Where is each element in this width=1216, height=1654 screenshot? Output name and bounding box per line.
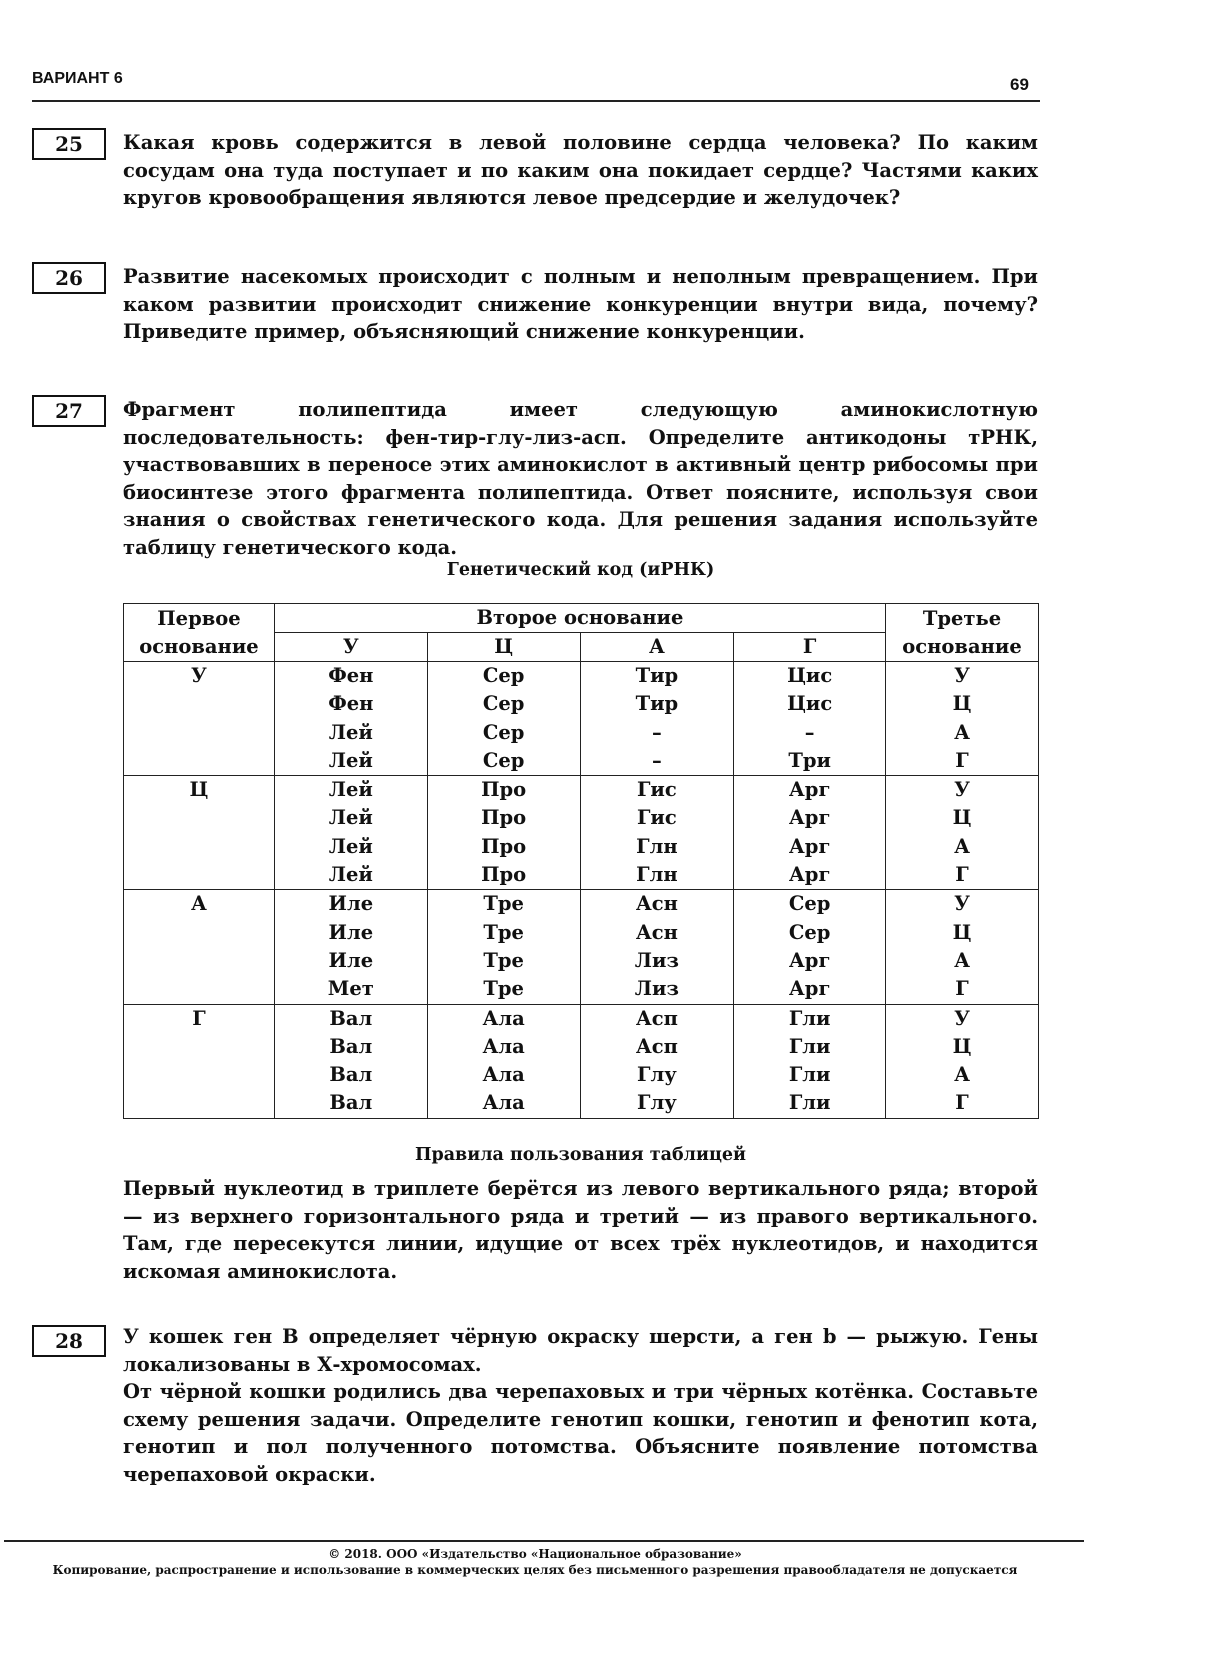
rules-paragraph: Первый нуклеотид в триплете берётся из левого вертикального ряда; второй — из верхнего горизонтального ряда и третий — из правого вертикального. Там, где пересекутся линии, идущие от всех трёх нуклеотидов, и находится искомая аминокислота.: [123, 1177, 1038, 1283]
amino-acid: Гли: [788, 1063, 831, 1087]
amino-acid: Гис: [636, 778, 677, 802]
amino-acid: Сер: [788, 892, 831, 916]
amino-acid: Гли: [788, 1091, 831, 1115]
amino-acid: Иле: [328, 948, 374, 972]
question-number-28: 28: [32, 1325, 106, 1357]
amino-acid: Арг: [788, 834, 831, 858]
amino-acid: Про: [481, 834, 527, 858]
amino-acid: Цис: [787, 664, 833, 687]
second-base-0: У: [274, 633, 427, 662]
third-base-cell: [886, 1004, 1039, 1118]
second-base-header: Второе основание: [274, 604, 885, 633]
amino-acid-cell: [580, 662, 734, 776]
amino-acid: Лей: [328, 778, 373, 802]
amino-acid-cell: [427, 662, 580, 776]
amino-acid: Тре: [483, 977, 524, 1001]
codon-group-row: [124, 1004, 1039, 1118]
amino-acid: Тре: [483, 920, 524, 944]
amino-acid: Ала: [482, 1034, 525, 1058]
second-base-1: Ц: [427, 633, 580, 662]
table-title: Генетический код (иРНК): [446, 560, 715, 580]
third-base: Ц: [952, 692, 972, 716]
first-base-cell: Г: [124, 1004, 275, 1118]
question-26-text: [123, 263, 1038, 346]
amino-acid: Иле: [328, 892, 374, 916]
amino-acid: Арг: [788, 977, 831, 1001]
footer-copyright: © 2018. ООО «Издательство «Национальное образование»: [328, 1547, 742, 1561]
codon-group-row: [124, 662, 1039, 776]
question-text-line: Какая кровь содержится в левой половине сердца человека? По каким сосудам она туда поступает и по каким она покидает сердце? Частями каких кругов кровообращения являются левое предсердие и желудочек?: [123, 131, 1038, 209]
page-number: 69: [1010, 75, 1029, 94]
amino-acid: Три: [788, 748, 831, 772]
amino-acid: Вал: [329, 1034, 373, 1058]
amino-acid-cell: [427, 776, 580, 890]
amino-acid: –: [804, 720, 815, 744]
third-base-cell: [886, 662, 1039, 776]
third-base: Г: [955, 863, 969, 887]
amino-acid: Гли: [788, 1034, 831, 1058]
question-text-line: У кошек ген В определяет чёрную окраску шерсти, а ген b — рыжую. Гены локализованы в Х-хромосомах.: [123, 1325, 1038, 1376]
amino-acid: Лей: [328, 748, 373, 772]
question-text-line: Развитие насекомых происходит с полным и неполным превращением. При каком развитии происходит снижение конкуренции внутри вида, почему? Приведите пример, объясняющий снижение конкуренции.: [123, 265, 1038, 343]
third-base: Г: [955, 748, 969, 772]
amino-acid: Лиз: [634, 948, 679, 972]
third-base-cell: [886, 890, 1039, 1004]
amino-acid: Гис: [636, 806, 677, 830]
amino-acid-cell: [274, 776, 427, 890]
amino-acid-cell: [734, 776, 886, 890]
question-text-line: Фрагмент полипептида имеет следующую аминокислотную последовательность: фен-тир-глу-лиз-асп. Определите антикодоны тРНК, участвовавших в переносе этих аминокислот в активный центр рибосомы при биосинтезе этого фрагмента полипептида. Ответ поясните, используя свои знания о свойствах генетического кода. Для решения задания используйте таблицу генетического кода.: [123, 398, 1038, 559]
footer-notice: Копирование, распространение и использование в коммерческих целях без письменного разрешения правообладателя не допускается: [52, 1563, 1018, 1577]
amino-acid: Лей: [328, 806, 373, 830]
amino-acid: Гли: [788, 1006, 831, 1030]
genetic-code-table: [123, 603, 1039, 1119]
amino-acid: Фен: [328, 664, 374, 687]
amino-acid: Арг: [788, 948, 831, 972]
third-base: У: [954, 664, 970, 687]
third-base: Ц: [952, 806, 972, 830]
amino-acid: Ала: [482, 1063, 525, 1087]
question-number-25: 25: [32, 128, 106, 160]
amino-acid: Глн: [636, 834, 678, 858]
amino-acid: Асп: [635, 1006, 678, 1030]
variant-title: ВАРИАНТ 6: [32, 70, 123, 87]
third-base: А: [954, 948, 970, 972]
amino-acid-cell: [580, 890, 734, 1004]
amino-acid: Иле: [328, 920, 374, 944]
amino-acid: Арг: [788, 863, 831, 887]
amino-acid-cell: [274, 662, 427, 776]
second-base-3: Г: [734, 633, 886, 662]
amino-acid: Тре: [483, 948, 524, 972]
amino-acid-cell: [734, 890, 886, 1004]
amino-acid: Фен: [328, 692, 374, 716]
amino-acid: –: [652, 720, 662, 744]
amino-acid: Про: [481, 863, 527, 887]
third-base: Ц: [952, 1034, 972, 1058]
third-base: Г: [955, 1091, 969, 1115]
amino-acid: Сер: [482, 748, 525, 772]
amino-acid-cell: [274, 1004, 427, 1118]
amino-acid-cell: [734, 1004, 886, 1118]
first-base-cell: Ц: [124, 776, 275, 890]
question-text-line: От чёрной кошки родились два черепаховых и три чёрных котёнка. Составьте схему решения задачи. Определите генотип кошки, генотип и фенотип кота, генотип и пол полученного потомства. Объясните появление потомства черепаховой окраски.: [123, 1380, 1038, 1486]
amino-acid: Ала: [482, 1091, 525, 1115]
amino-acid: Мет: [327, 977, 374, 1001]
amino-acid: Тир: [635, 664, 679, 687]
amino-acid-cell: [427, 890, 580, 1004]
codon-group-row: [124, 890, 1039, 1004]
amino-acid: Сер: [482, 692, 525, 716]
amino-acid: Глу: [637, 1091, 677, 1115]
second-base-2: А: [580, 633, 734, 662]
amino-acid: Лей: [328, 720, 373, 744]
amino-acid: Ала: [482, 1006, 525, 1030]
question-28-text: [123, 1323, 1038, 1488]
amino-acid-cell: [427, 1004, 580, 1118]
amino-acid: Тир: [635, 692, 679, 716]
first-base-cell: А: [124, 890, 275, 1004]
question-number-26: 26: [32, 262, 106, 294]
third-base: У: [954, 1006, 970, 1030]
amino-acid: Вал: [329, 1006, 373, 1030]
amino-acid-cell: [734, 662, 886, 776]
amino-acid: Асн: [635, 892, 678, 916]
third-base: У: [954, 778, 970, 802]
amino-acid: Сер: [482, 720, 525, 744]
amino-acid: Про: [481, 806, 527, 830]
amino-acid: Арг: [788, 778, 831, 802]
rules-title: Правила пользования таблицей: [414, 1145, 747, 1165]
amino-acid: Лей: [328, 863, 373, 887]
question-25-text: [123, 129, 1038, 212]
amino-acid: Глу: [637, 1063, 677, 1087]
question-number-27: 27: [32, 395, 106, 427]
amino-acid: Асп: [635, 1034, 678, 1058]
amino-acid: Асн: [635, 920, 678, 944]
amino-acid: Цис: [787, 692, 833, 716]
third-base: А: [954, 720, 970, 744]
third-base-header: Третье основание: [886, 604, 1039, 662]
amino-acid: Вал: [329, 1063, 373, 1087]
third-base: А: [954, 834, 970, 858]
amino-acid: Арг: [788, 806, 831, 830]
third-base: А: [954, 1063, 970, 1087]
first-base-header: Первое основание: [124, 604, 275, 662]
amino-acid: Про: [481, 778, 527, 802]
rules-text: [123, 1175, 1038, 1285]
amino-acid-cell: [580, 1004, 734, 1118]
amino-acid-cell: [274, 890, 427, 1004]
third-base: У: [954, 892, 970, 916]
amino-acid: –: [652, 748, 662, 772]
footer-divider: [4, 1540, 1084, 1542]
amino-acid: Сер: [482, 664, 525, 687]
amino-acid: Вал: [329, 1091, 373, 1115]
third-base-cell: [886, 776, 1039, 890]
amino-acid: Глн: [636, 863, 678, 887]
question-27-text: [123, 396, 1038, 561]
first-base-cell: У: [124, 662, 275, 776]
header-divider: [32, 100, 1040, 102]
codon-group-row: [124, 776, 1039, 890]
amino-acid: Тре: [483, 892, 524, 916]
third-base: Ц: [952, 920, 972, 944]
third-base: Г: [955, 977, 969, 1001]
amino-acid: Сер: [788, 920, 831, 944]
amino-acid: Лей: [328, 834, 373, 858]
amino-acid: Лиз: [634, 977, 679, 1001]
amino-acid-cell: [580, 776, 734, 890]
